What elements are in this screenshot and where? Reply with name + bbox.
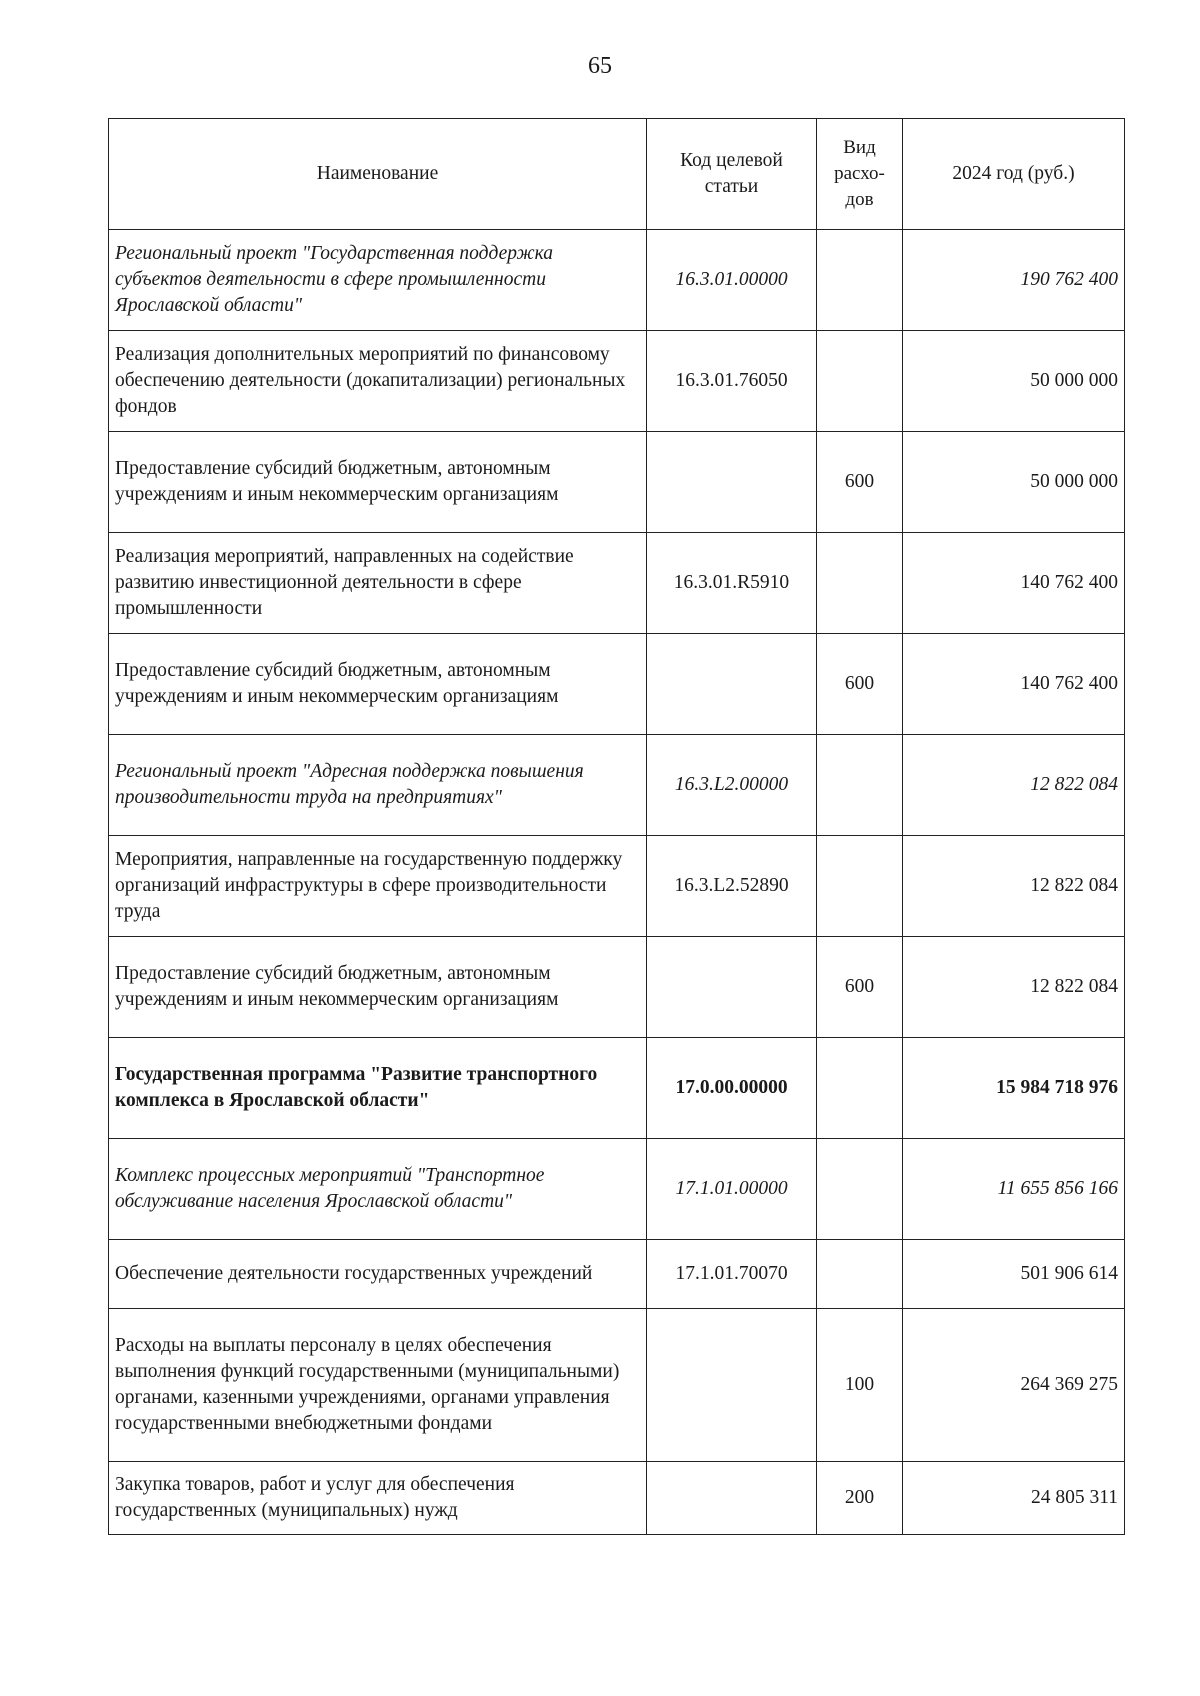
row-code <box>647 1309 817 1462</box>
row-code <box>647 634 817 735</box>
table-row <box>109 836 1125 937</box>
row-type <box>817 1240 903 1309</box>
row-amount: 12 822 084 <box>903 937 1125 1038</box>
row-code: 17.0.00.00000 <box>647 1038 817 1139</box>
row-name: Реализация дополнительных мероприятий по финансовому обеспечению деятельности (докапитализации) региональных фондов <box>109 331 647 432</box>
header-amount: 2024 год (руб.) <box>903 119 1125 230</box>
table-row <box>109 1240 1125 1309</box>
row-type: 600 <box>817 937 903 1038</box>
row-amount: 50 000 000 <box>903 432 1125 533</box>
row-code <box>647 937 817 1038</box>
page-number: 65 <box>588 53 612 79</box>
row-type <box>817 1139 903 1240</box>
row-amount: 12 822 084 <box>903 836 1125 937</box>
table-row <box>109 1462 1125 1535</box>
header-code: Код целевой статьи <box>647 119 817 230</box>
row-code: 16.3.01.76050 <box>647 331 817 432</box>
row-name: Расходы на выплаты персоналу в целях обеспечения выполнения функций государственными (муниципальными) органами, казенными учреждениями, органами управления государственными внебюджетными фондами <box>109 1309 647 1462</box>
row-type: 200 <box>817 1462 903 1535</box>
table-row <box>109 432 1125 533</box>
row-amount: 190 762 400 <box>903 230 1125 331</box>
row-name: Государственная программа "Развитие транспортного комплекса в Ярославской области" <box>109 1038 647 1139</box>
row-type <box>817 533 903 634</box>
row-name: Региональный проект "Адресная поддержка повышения производительности труда на предприятиях" <box>109 735 647 836</box>
row-type <box>817 735 903 836</box>
row-code: 16.3.L2.00000 <box>647 735 817 836</box>
row-name: Закупка товаров, работ и услуг для обеспечения государственных (муниципальных) нужд <box>109 1462 647 1535</box>
row-amount: 140 762 400 <box>903 533 1125 634</box>
row-name: Комплекс процессных мероприятий "Транспортное обслуживание населения Ярославской области" <box>109 1139 647 1240</box>
table-row <box>109 331 1125 432</box>
table-row <box>109 634 1125 735</box>
row-code: 16.3.01.R5910 <box>647 533 817 634</box>
row-amount: 12 822 084 <box>903 735 1125 836</box>
row-name: Реализация мероприятий, направленных на содействие развитию инвестиционной деятельности в сфере промышленности <box>109 533 647 634</box>
header-name: Наименование <box>109 119 647 230</box>
row-type <box>817 230 903 331</box>
table-row <box>109 1309 1125 1462</box>
row-code: 16.3.01.00000 <box>647 230 817 331</box>
row-code <box>647 1462 817 1535</box>
table-header-row <box>109 119 1125 230</box>
table-row <box>109 1139 1125 1240</box>
row-name: Мероприятия, направленные на государственную поддержку организаций инфраструктуры в сфере производительности труда <box>109 836 647 937</box>
row-amount: 24 805 311 <box>903 1462 1125 1535</box>
row-name: Предоставление субсидий бюджетным, автономным учреждениям и иным некоммерческим организациям <box>109 937 647 1038</box>
row-code: 17.1.01.70070 <box>647 1240 817 1309</box>
row-type <box>817 331 903 432</box>
row-amount: 501 906 614 <box>903 1240 1125 1309</box>
row-name: Предоставление субсидий бюджетным, автономным учреждениям и иным некоммерческим организациям <box>109 432 647 533</box>
row-code: 16.3.L2.52890 <box>647 836 817 937</box>
row-amount: 11 655 856 166 <box>903 1139 1125 1240</box>
row-name: Обеспечение деятельности государственных учреждений <box>109 1240 647 1309</box>
row-type <box>817 836 903 937</box>
row-name: Предоставление субсидий бюджетным, автономным учреждениям и иным некоммерческим организациям <box>109 634 647 735</box>
row-type: 100 <box>817 1309 903 1462</box>
row-type: 600 <box>817 634 903 735</box>
budget-table <box>108 118 1125 1535</box>
table-row <box>109 937 1125 1038</box>
table-row <box>109 533 1125 634</box>
header-type: Вид расхо-дов <box>817 119 903 230</box>
row-amount: 140 762 400 <box>903 634 1125 735</box>
row-name: Региональный проект "Государственная поддержка субъектов деятельности в сфере промышленности Ярославской области" <box>109 230 647 331</box>
row-type: 600 <box>817 432 903 533</box>
row-amount: 50 000 000 <box>903 331 1125 432</box>
row-amount: 15 984 718 976 <box>903 1038 1125 1139</box>
table-row <box>109 230 1125 331</box>
table-row <box>109 1038 1125 1139</box>
row-code <box>647 432 817 533</box>
table-row <box>109 735 1125 836</box>
row-amount: 264 369 275 <box>903 1309 1125 1462</box>
row-code: 17.1.01.00000 <box>647 1139 817 1240</box>
row-type <box>817 1038 903 1139</box>
